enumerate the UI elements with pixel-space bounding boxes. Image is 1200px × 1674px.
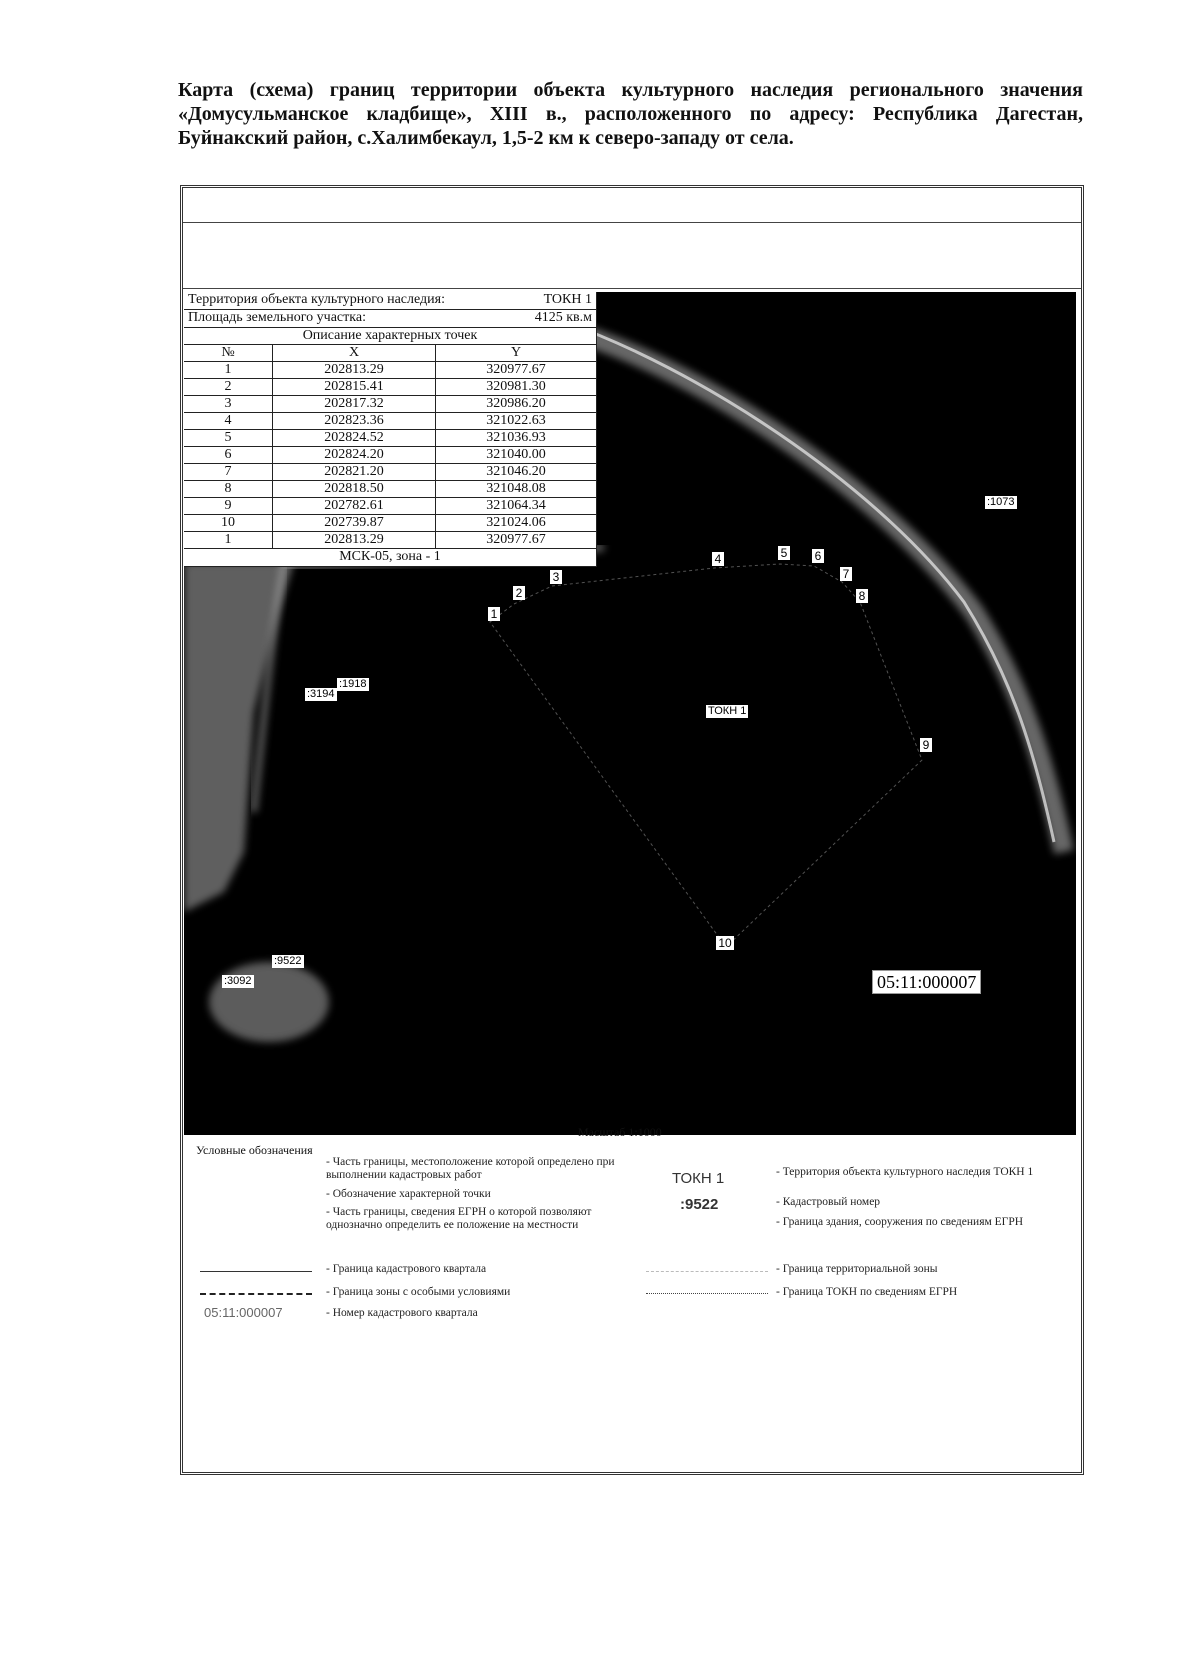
- cell-y: 320977.67: [486, 362, 546, 377]
- table-row: [184, 498, 596, 515]
- point-label-4: 4: [712, 552, 724, 566]
- cell-y: 321046.20: [486, 464, 546, 479]
- cell-y: 321024.06: [486, 515, 546, 530]
- table-caption: Описание характерных точек: [184, 328, 596, 345]
- parcel-label-9522: :9522: [274, 955, 302, 967]
- cell-x: 202817.32: [273, 396, 436, 412]
- territory-value: ТОКН 1: [543, 292, 592, 307]
- header-band-2: [183, 288, 1081, 289]
- cell-number: 1: [184, 362, 273, 378]
- legend-tokn-egrn: - Граница ТОКН по сведениям ЕГРН: [776, 1286, 958, 1298]
- legend-tokn-egrn-line: [646, 1293, 768, 1294]
- cell-number: 6: [184, 447, 273, 463]
- road-edge: [564, 322, 1054, 842]
- map-scale: Масштаб 1:1000: [578, 1125, 662, 1139]
- legend-building-boundary: - Граница здания, сооружения по сведениям ЕГРН: [776, 1216, 1024, 1228]
- cell-y: 320981.30: [486, 379, 546, 394]
- quarter-label: 05:11:000007: [872, 970, 981, 994]
- territory-row: [184, 292, 596, 310]
- table-row: [184, 532, 596, 549]
- cell-x: 202782.61: [273, 498, 436, 514]
- cell-number: 10: [184, 515, 273, 531]
- cell-number: 7: [184, 464, 273, 480]
- col-header-x: X: [273, 345, 436, 361]
- point-label-9: 9: [920, 738, 932, 752]
- document-title: Карта (схема) границ территории объекта культурного наследия регионального значения «Домусульманское кладбище», XIII в., расположенного по адресу: Республика Дагестан, Буйнакский район, с.Халимбекаул, 1,5-2 км к северо-западу от села.: [178, 79, 1083, 149]
- cell-y: 321048.08: [486, 481, 546, 496]
- table-row: [184, 481, 596, 498]
- cell-number: 4: [184, 413, 273, 429]
- header-band-1: [183, 222, 1081, 223]
- table-row: [184, 515, 596, 532]
- parcel-label-1073: :1073: [987, 496, 1015, 508]
- legend-part-boundary-egrn: - Часть границы, сведения ЕГРН о которой позволяют однозначно определить ее положение на местности: [326, 1206, 592, 1231]
- point-label-3: 3: [550, 570, 562, 584]
- parcel-label-3194: :3194: [307, 688, 335, 700]
- table-row: [184, 379, 596, 396]
- point-label-1: 1: [488, 607, 500, 621]
- table-row: [184, 396, 596, 413]
- cell-number: 1: [184, 532, 273, 548]
- point-label-7: 7: [840, 567, 852, 581]
- cell-y: 320986.20: [486, 396, 546, 411]
- col-header-y: Y: [510, 345, 522, 360]
- coordinate-system: МСК-05, зона - 1: [339, 549, 441, 564]
- area-label: Площадь земельного участка:: [188, 310, 366, 325]
- road-band: [574, 332, 1064, 852]
- parcel-label-3092: :3092: [224, 975, 252, 987]
- area-row: [184, 310, 596, 328]
- point-label-6: 6: [812, 549, 824, 563]
- legend-quarter-boundary-line: [200, 1271, 312, 1272]
- cell-x: 202818.50: [273, 481, 436, 497]
- cell-x: 202823.36: [273, 413, 436, 429]
- coordinates-table: [184, 292, 597, 567]
- cell-y: 321036.93: [486, 430, 546, 445]
- legend-tokn-symbol: ТОКН 1: [672, 1170, 725, 1187]
- legend-part-boundary: - Часть границы, местоположение которой определено при выполнении кадастровых работ: [326, 1156, 615, 1181]
- cell-y: 321022.63: [486, 413, 546, 428]
- legend-quarter-number: - Номер кадастрового квартала: [326, 1307, 478, 1319]
- cell-y: 321064.34: [486, 498, 546, 513]
- cell-number: 8: [184, 481, 273, 497]
- table-header-row: [184, 345, 596, 362]
- legend-territorial-zone-line: [646, 1271, 768, 1272]
- legend-cadastral-number: - Кадастровый номер: [776, 1196, 881, 1208]
- table-row: [184, 430, 596, 447]
- cell-y: 320977.67: [486, 532, 546, 547]
- legend-char-point: - Обозначение характерной точки: [326, 1188, 491, 1200]
- point-label-2: 2: [513, 586, 525, 600]
- object-boundary: [490, 564, 922, 947]
- territory-label: Территория объекта культурного наследия:: [188, 292, 445, 307]
- area-value: 4125 кв.м: [534, 310, 592, 325]
- table-row: [184, 362, 596, 379]
- legend-quarter-number-symbol: 05:11:000007: [204, 1305, 283, 1320]
- cell-x: 202821.20: [273, 464, 436, 480]
- object-label: ТОКН 1: [708, 705, 747, 717]
- cell-number: 3: [184, 396, 273, 412]
- cell-y: 321040.00: [486, 447, 546, 462]
- legend-special-zone: - Граница зоны с особыми условиями: [326, 1286, 511, 1298]
- point-label-5: 5: [778, 546, 790, 560]
- patch-bottom-left: [209, 962, 329, 1042]
- legend-tokn-territory: - Территория объекта культурного наследия ТОКН 1: [776, 1166, 1034, 1178]
- cell-x: 202815.41: [273, 379, 436, 395]
- table-row: [184, 447, 596, 464]
- cell-x: 202824.20: [273, 447, 436, 463]
- cell-number: 5: [184, 430, 273, 446]
- table-row: [184, 413, 596, 430]
- cell-x: 202813.29: [273, 532, 436, 548]
- parcel-label-1918: :1918: [339, 678, 367, 690]
- col-header-number: №: [184, 345, 273, 361]
- legend-title: Условные обозначения: [196, 1143, 313, 1157]
- table-row: [184, 464, 596, 481]
- cell-x: 202739.87: [273, 515, 436, 531]
- point-label-8: 8: [856, 589, 868, 603]
- legend-territorial-zone: - Граница территориальной зоны: [776, 1263, 938, 1275]
- legend-quarter-boundary: - Граница кадастрового квартала: [326, 1263, 487, 1275]
- cell-number: 2: [184, 379, 273, 395]
- cell-x: 202824.52: [273, 430, 436, 446]
- legend-cadastral-symbol: :9522: [680, 1196, 719, 1213]
- point-label-10: 10: [716, 936, 734, 950]
- cell-number: 9: [184, 498, 273, 514]
- cell-x: 202813.29: [273, 362, 436, 378]
- legend-special-zone-line: [200, 1293, 312, 1295]
